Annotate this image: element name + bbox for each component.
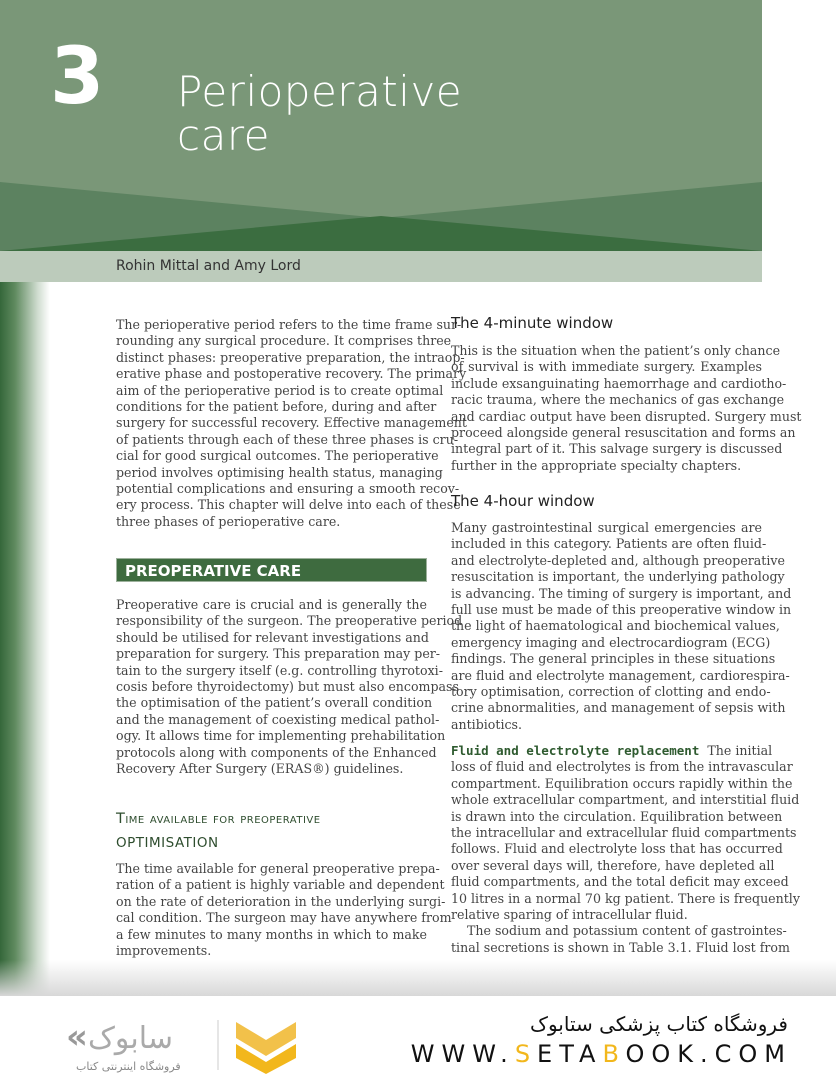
authors: Rohin Mittal and Amy Lord: [116, 258, 301, 274]
text-line: period involves optimising health status, managing: [116, 464, 443, 480]
text-line: the light of haematological and biochemical values,: [451, 618, 780, 634]
text-line: should be utilised for relevant investigations and: [116, 629, 429, 645]
text-line: and the management of coexisting medical pathol-: [116, 711, 440, 727]
text-line: over several days will, therefore, have depleted all: [451, 857, 775, 873]
text-line: Preoperative care is crucial and is generally the: [116, 597, 427, 612]
footer-store-name: فروشگاه کتاب پزشکی ستابوک: [530, 1012, 788, 1036]
text-line: surgery for successful recovery. Effective management: [116, 415, 467, 431]
text-line: of survival is with immediate surgery. Examples: [451, 359, 762, 375]
text-line: follows. Fluid and electrolyte loss that has occurred: [451, 841, 783, 857]
text-line: The perioperative period refers to the time frame sur-: [116, 317, 462, 332]
text-line: Many gastrointestinal surgical emergencies are: [451, 520, 762, 535]
text-line: compartment. Equilibration occurs rapidly within the: [451, 775, 793, 791]
text-line: antibiotics.: [451, 716, 522, 732]
title-line: Perioperative: [177, 67, 463, 116]
fluid-paragraph: [451, 743, 800, 956]
subheading: [116, 807, 427, 855]
text-fragment: The initial: [707, 743, 773, 758]
text-line: distinct phases: preoperative preparation, the intraop-: [116, 349, 465, 365]
subheading-line: Time available for preoperative: [116, 811, 321, 827]
sodium-lines: [451, 923, 790, 956]
text-line: responsibility of the surgeon. The preoperative period: [116, 613, 463, 629]
text-line: racic trauma, where the mechanics of gas exchange: [451, 392, 785, 408]
text-line: three phases of perioperative care.: [116, 513, 341, 529]
svg-text:فروشگاه اینترنتی کتاب: فروشگاه اینترنتی کتاب: [76, 1060, 181, 1073]
text-line: proceed alongside general resuscitation and forms an: [451, 425, 796, 441]
text-line: fluid compartments, and the total deficit may exceed: [451, 874, 789, 890]
text-line: rounding any surgical procedure. It comprises three: [116, 333, 452, 349]
chapter-number: 3: [50, 32, 105, 122]
page-shadow: [0, 960, 836, 996]
time-paragraph: [116, 861, 452, 959]
setabook-logo: [66, 1014, 306, 1074]
text-line: the optimisation of the patient’s overall condition: [116, 695, 433, 711]
text-line: a few minutes to many months in which to make: [116, 926, 427, 942]
intro-paragraph: [116, 317, 467, 530]
text-line: tory optimisation, correction of clotting and endo-: [451, 684, 771, 700]
text-line: and cardiac output have been disrupted. Surgery must: [451, 408, 802, 424]
text-line: cial for good surgical outcomes. The perioperative: [116, 448, 439, 464]
text-line: of patients through each of these three phases is cru-: [116, 431, 459, 447]
side-strip: [0, 282, 50, 1000]
text-line: Recovery After Surgery (ERAS®) guidelines.: [116, 761, 404, 777]
text-line: further in the appropriate specialty chapters.: [451, 457, 742, 473]
text-line: erative phase and postoperative recovery. The primary: [116, 366, 467, 382]
text-line: resuscitation is important, the underlying pathology: [451, 569, 785, 585]
text-line: cal condition. The surgeon may have anywhere from: [116, 910, 452, 926]
text-line: preparation for surgery. This preparation may per-: [116, 646, 441, 662]
author-band: [0, 251, 762, 282]
section-heading-text: PREOPERATIVE CARE: [116, 558, 427, 582]
text-line: The time available for general preoperative prepa-: [116, 861, 440, 876]
text-line: conditions for the patient before, during and after: [116, 399, 437, 415]
text-line: is drawn into the circulation. Equilibration between: [451, 808, 783, 824]
heading-4-hour: The 4-hour window: [451, 492, 595, 510]
text-line: ery process. This chapter will delve into each of these: [116, 497, 461, 513]
text-line: protocols along with components of the Enhanced: [116, 744, 437, 760]
fluid-lines: [451, 759, 800, 923]
text-line: integral part of it. This salvage surgery is discussed: [451, 441, 783, 457]
svg-text:«: «: [66, 1017, 88, 1057]
text-line: whole extracellular compartment, and interstitial fluid: [451, 792, 800, 808]
section-heading: [116, 558, 427, 582]
subheading-line: OPTIMISATION: [116, 835, 219, 851]
paragraph-4-hour: [451, 520, 792, 733]
text-line: improvements.: [116, 943, 212, 959]
chapter-title: [177, 67, 463, 160]
text-line: 10 litres in a normal 70 kg patient. There is frequently: [451, 890, 800, 906]
paragraph-4-minute: [451, 343, 802, 474]
svg-text:سابوک: سابوک: [88, 1021, 173, 1056]
text-line: aim of the perioperative period is to create optimal: [116, 382, 444, 398]
text-line: and electrolyte-depleted and, although preoperative: [451, 552, 785, 568]
text-line: the intracellular and extracellular fluid compartments: [451, 825, 797, 841]
text-line: emergency imaging and electrocardiogram (ECG): [451, 634, 771, 650]
text-line: on the rate of deterioration in the underlying surgi-: [116, 893, 446, 909]
text-line: The sodium and potassium content of gastrointes-: [467, 923, 787, 939]
text-line: relative sparing of intracellular fluid.: [451, 907, 688, 923]
text-line: potential complications and ensuring a smooth recov-: [116, 481, 460, 497]
chapter-header: [0, 0, 762, 251]
footer-banner: [0, 996, 836, 1080]
text-line: tinal secretions is shown in Table 3.1. Fluid lost from: [451, 939, 790, 955]
text-line: ration of a patient is highly variable and dependent: [116, 877, 445, 893]
text-line: loss of fluid and electrolytes is from the intravascular: [451, 759, 793, 775]
heading-4-minute: The 4-minute window: [451, 314, 614, 332]
text-line: cosis before thyroidectomy) but must also encompass: [116, 679, 459, 695]
text-line: full use must be made of this preoperative window in: [451, 602, 792, 618]
text-line: This is the situation when the patient’s only chance: [451, 343, 781, 358]
text-line: findings. The general principles in these situations: [451, 651, 776, 667]
runin-heading: Fluid and electrolyte replacement: [451, 743, 700, 758]
footer-url[interactable]: WWW.SETABOOK.COM: [410, 1040, 792, 1068]
text-line: is advancing. The timing of surgery is important, and: [451, 585, 792, 601]
title-line: care: [177, 111, 271, 160]
preop-paragraph: [116, 597, 463, 777]
text-line: tain to the surgery itself (e.g. controlling thyrotoxi-: [116, 662, 443, 678]
text-line: [451, 743, 773, 759]
text-line: included in this category. Patients are often fluid-: [451, 536, 767, 552]
text-line: are fluid and electrolyte management, cardiorespira-: [451, 667, 790, 683]
text-line: include exsanguinating haemorrhage and cardiotho-: [451, 375, 787, 391]
text-line: ogy. It allows time for implementing prehabilitation: [116, 728, 446, 744]
text-line: crine abnormalities, and management of sepsis with: [451, 700, 786, 716]
